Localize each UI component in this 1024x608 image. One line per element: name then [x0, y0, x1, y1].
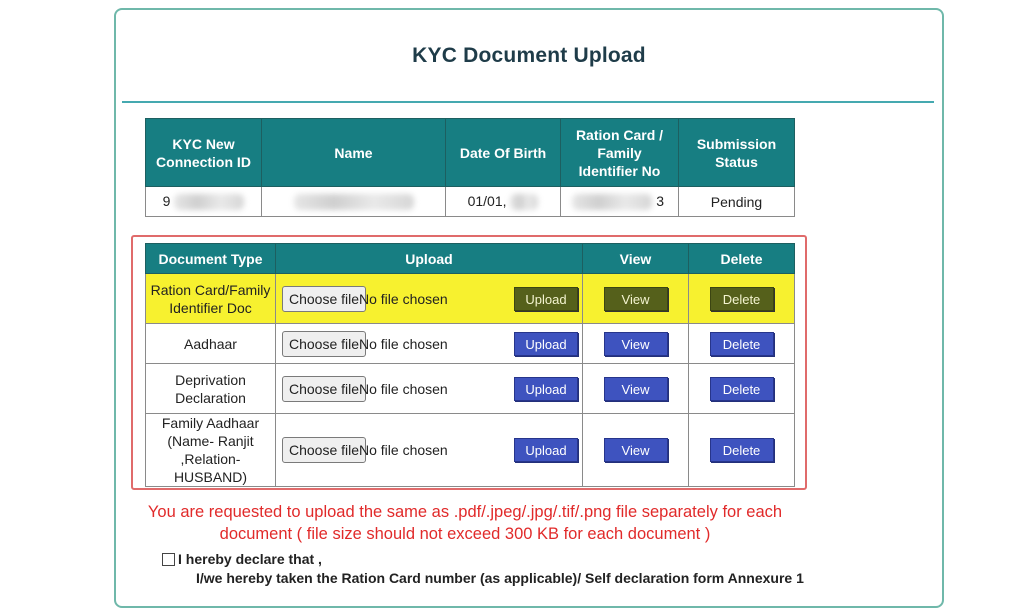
redacted-value: [572, 194, 652, 210]
upload-instructions: You are requested to upload the same as .pdf/.jpeg/.jpg/.tif/.png file separately for each document ( file size should not exceed 300 KB for each document ): [147, 503, 783, 543]
kyc-info-table: [145, 118, 795, 217]
redacted-name: [294, 194, 414, 210]
delete-button[interactable]: Delete: [710, 377, 774, 401]
view-button[interactable]: View: [604, 332, 668, 356]
upload-cell: [276, 364, 583, 414]
file-status: No file chosen: [359, 442, 448, 458]
doc-type-cell: Deprivation Declaration: [146, 364, 276, 414]
header-delete: Delete: [689, 244, 795, 274]
header-upload: Upload: [276, 244, 583, 274]
upload-button[interactable]: Upload: [514, 332, 578, 356]
declaration: [162, 551, 322, 567]
upload-cell: [276, 414, 583, 487]
table-row: [146, 364, 795, 414]
delete-button[interactable]: Delete: [710, 332, 774, 356]
header-dob: Date Of Birth: [446, 119, 561, 187]
cell-status: Pending: [679, 187, 795, 217]
redacted-value: [510, 194, 538, 210]
upload-button[interactable]: Upload: [514, 287, 578, 311]
cell-dob: [446, 187, 561, 217]
table-row: [146, 324, 795, 364]
view-cell: [583, 414, 689, 487]
doc-type-cell: Ration Card/Family Identifier Doc: [146, 274, 276, 324]
header-connection-id: KYC New Connection ID: [146, 119, 262, 187]
choose-file-button[interactable]: Choose file: [282, 331, 366, 357]
file-status: No file chosen: [359, 290, 448, 307]
upload-button[interactable]: Upload: [514, 377, 578, 401]
redacted-value: [174, 194, 244, 210]
connection-id-value: 9: [162, 192, 171, 209]
table-header-row: [146, 244, 795, 274]
choose-file-button[interactable]: Choose file: [282, 376, 366, 402]
declaration-checkbox[interactable]: [162, 553, 175, 566]
cell-name: [262, 187, 446, 217]
view-cell: [583, 274, 689, 324]
header-status: Submission Status: [679, 119, 795, 187]
page-title: KYC Document Upload: [412, 44, 646, 67]
delete-cell: [689, 324, 795, 364]
upload-cell: [276, 274, 583, 324]
choose-file-button[interactable]: Choose file: [282, 437, 366, 463]
table-row: [146, 274, 795, 324]
table-row: [146, 187, 795, 217]
choose-file-button[interactable]: Choose file: [282, 286, 366, 312]
file-status: No file chosen: [359, 335, 448, 352]
delete-cell: [689, 274, 795, 324]
view-button[interactable]: View: [604, 287, 668, 311]
cell-connection-id: [146, 187, 262, 217]
header-view: View: [583, 244, 689, 274]
doc-type-cell: Family Aadhaar (Name- Ranjit ,Relation- HUSBAND): [146, 414, 276, 487]
document-upload-table: [145, 243, 795, 487]
header-name: Name: [262, 119, 446, 187]
dob-value: 01/01,: [467, 192, 507, 209]
header-ration-no: Ration Card / Family Identifier No: [561, 119, 679, 187]
cell-ration-no: [561, 187, 679, 217]
delete-button[interactable]: Delete: [710, 287, 774, 311]
declaration-text: I/we hereby taken the Ration Card number (as applicable)/ Self declaration form Annexure 1: [196, 570, 804, 586]
upload-cell: [276, 324, 583, 364]
table-header-row: [146, 119, 795, 187]
upload-button[interactable]: Upload: [514, 438, 578, 462]
title-divider: [122, 101, 934, 103]
table-row: [146, 414, 795, 487]
ration-no-value: 3: [656, 192, 664, 209]
delete-cell: [689, 414, 795, 487]
view-cell: [583, 324, 689, 364]
view-button[interactable]: View: [604, 377, 668, 401]
doc-type-cell: Aadhaar: [146, 324, 276, 364]
view-button[interactable]: View: [604, 438, 668, 462]
header-document-type: Document Type: [146, 244, 276, 274]
delete-cell: [689, 364, 795, 414]
view-cell: [583, 364, 689, 414]
delete-button[interactable]: Delete: [710, 438, 774, 462]
declaration-label: I hereby declare that ,: [178, 551, 322, 567]
file-status: No file chosen: [359, 380, 448, 397]
